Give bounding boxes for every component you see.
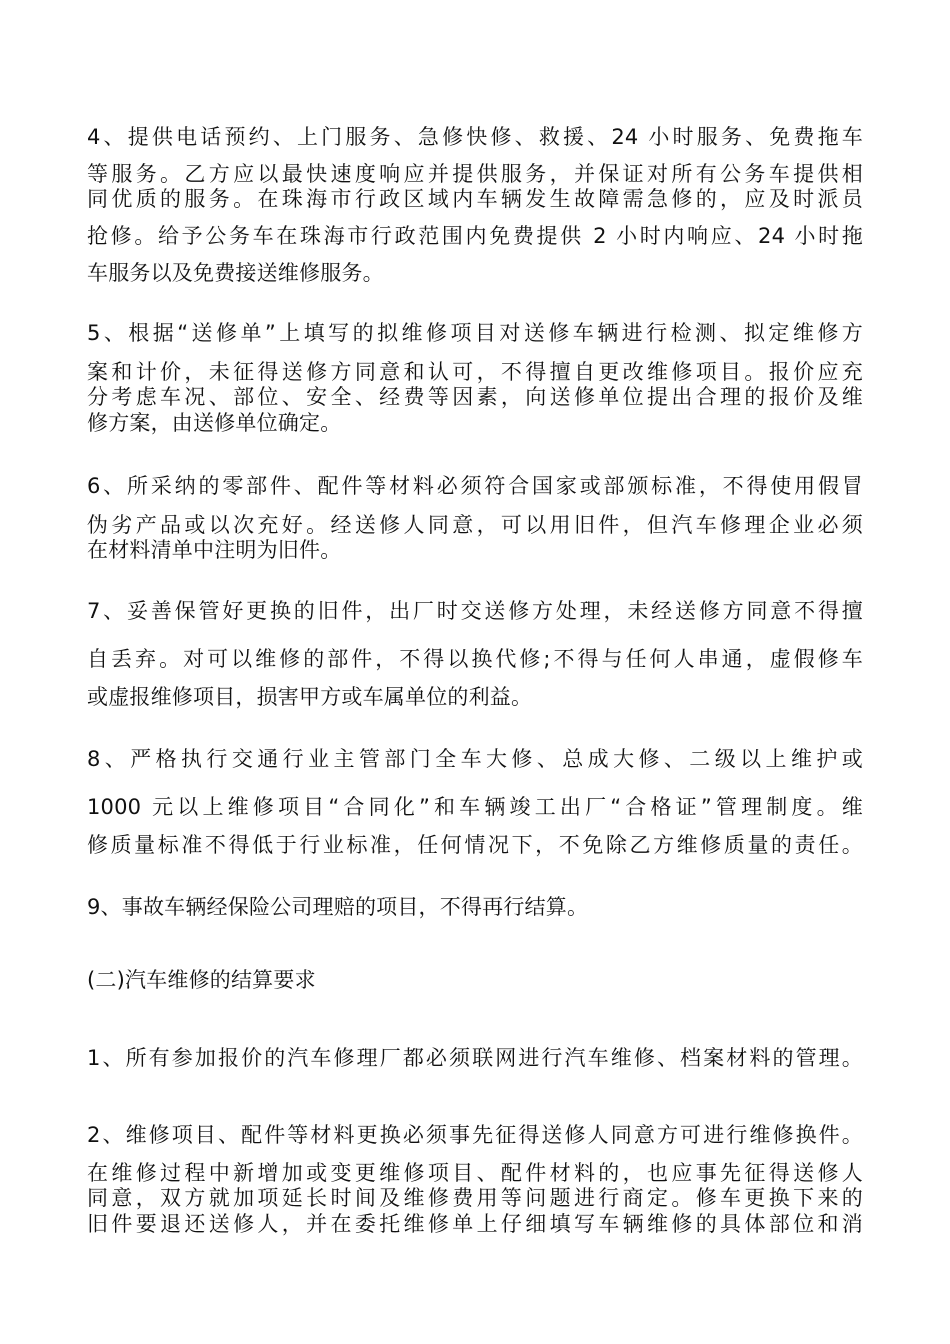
paragraph-4-line-3: 同优质的服务。在珠海市行政区域内车辆发生故障需急修的，应及时派员 <box>87 187 863 211</box>
paragraph-6-line-1: 6、所采纳的零部件、配件等材料必须符合国家或部颁标准，不得使用假冒 <box>87 474 863 498</box>
paragraph-8-line-3: 修质量标准不得低于行业标准，任何情况下，不免除乙方维修质量的责任。 <box>87 833 863 857</box>
paragraph-5-line-2: 案和计价，未征得送修方同意和认可，不得擅自更改维修项目。报价应充 <box>87 360 863 384</box>
section-heading: (二)汽车维修的结算要求 <box>87 968 316 992</box>
settlement-item-2-line-1: 2、维修项目、配件等材料更换必须事先征得送修人同意方可进行维修换件。 <box>87 1123 863 1147</box>
settlement-item-2-line-4: 旧件要退还送修人，并在委托维修单上仔细填写车辆维修的具体部位和消 <box>87 1212 863 1236</box>
paragraph-5-line-1: 5、根据“送修单”上填写的拟维修项目对送修车辆进行检测、拟定维修方 <box>87 321 863 345</box>
paragraph-8-line-1: 8、严格执行交通行业主管部门全车大修、总成大修、二级以上维护或 <box>87 747 863 771</box>
paragraph-6-line-3: 在材料清单中注明为旧件。 <box>87 538 342 562</box>
paragraph-7-line-1: 7、妥善保管好更换的旧件，出厂时交送修方处理，未经送修方同意不得擅 <box>87 599 863 623</box>
paragraph-6-line-2: 伪劣产品或以次充好。经送修人同意，可以用旧件，但汽车修理企业必须 <box>87 513 863 537</box>
paragraph-7-line-3: 或虚报维修项目，损害甲方或车属单位的利益。 <box>87 685 533 709</box>
paragraph-4-line-4: 抢修。给予公务车在珠海市行政范围内免费提供 2 小时内响应、24 小时拖 <box>87 224 863 248</box>
settlement-item-1: 1、所有参加报价的汽车修理厂都必须联网进行汽车维修、档案材料的管理。 <box>87 1046 863 1070</box>
settlement-item-2-line-3: 同意，双方就加项延长时间及维修费用等问题进行商定。修车更换下来的 <box>87 1186 863 1210</box>
paragraph-4-line-5: 车服务以及免费接送维修服务。 <box>87 261 384 285</box>
paragraph-4-line-2: 等服务。乙方应以最快速度响应并提供服务，并保证对所有公务车提供相 <box>87 162 863 186</box>
paragraph-5-line-4: 修方案，由送修单位确定。 <box>87 411 342 435</box>
settlement-item-2-line-2: 在维修过程中新增加或变更维修项目、配件材料的，也应事先征得送修人 <box>87 1161 863 1185</box>
paragraph-8-line-2: 1000 元以上维修项目“合同化”和车辆竣工出厂“合格证”管理制度。维 <box>87 795 863 819</box>
paragraph-5-line-3: 分考虑车况、部位、安全、经费等因素，向送修单位提出合理的报价及维 <box>87 385 863 409</box>
paragraph-4-line-1: 4、提供电话预约、上门服务、急修快修、救援、24 小时服务、免费拖车 <box>87 125 863 149</box>
paragraph-9-line-1: 9、事故车辆经保险公司理赔的项目，不得再行结算。 <box>87 895 589 919</box>
paragraph-7-line-2: 自丢弃。对可以维修的部件，不得以换代修;不得与任何人串通，虚假修车 <box>87 647 863 671</box>
